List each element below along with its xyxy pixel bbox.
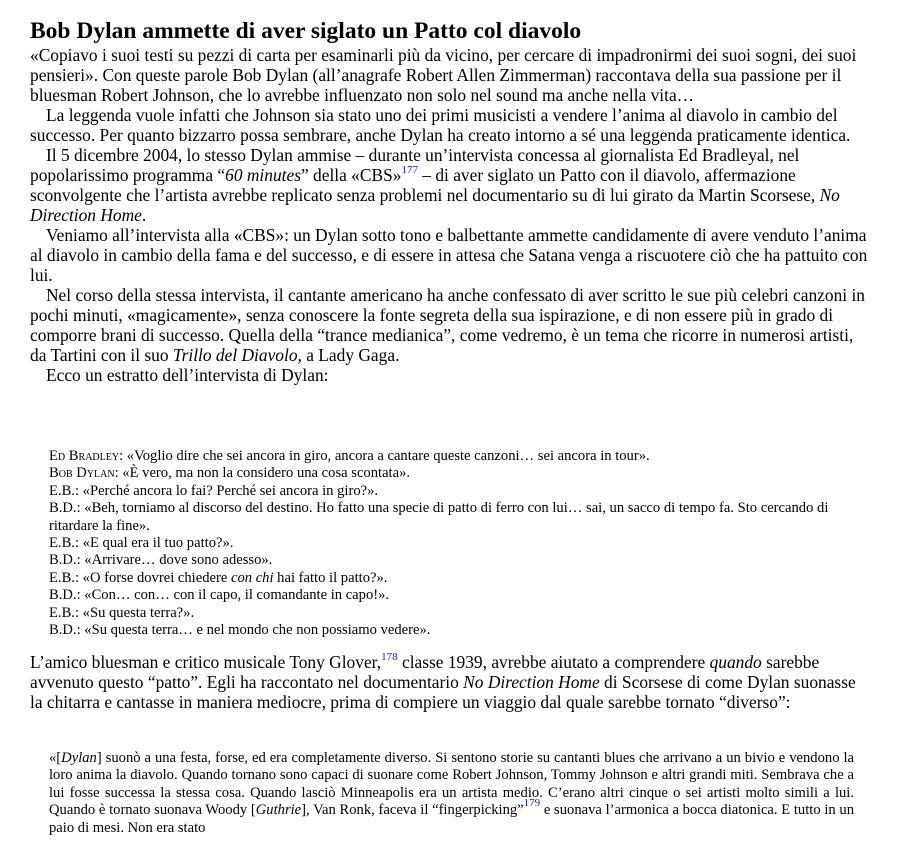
- line-text: «E qual era il tuo patto?».: [82, 535, 234, 552]
- interview-line: B.D.: «Arrivare… dove sono adesso».: [49, 552, 273, 569]
- paragraph-4: Veniamo all’intervista alla «CBS»: un Dylan sotto tono e balbettante ammette candidamente di avere venduto l’anima al diavolo in cambio della fama e del successo, e di essere in attesa che Satana venga a riscuotere ciò che ha pattuito con lui.: [30, 225, 868, 285]
- paragraph-1: «Copiavo i suoi testi su pezzi di carta per esaminarli più da vicino, per cercare di impadronirmi dei suoi sogni, dei suoi pensieri». Con queste parole Bob Dylan (all’anagrafe Robert Allen Zimmerman) raccontava della sua passione per il bluesman Robert Johnson, che lo avrebbe influenzato non solo nel sound ma anche nella vita…: [30, 45, 857, 105]
- main-text-block-2: [30, 652, 870, 712]
- footnote-ref-179[interactable]: 179: [523, 797, 541, 810]
- footnote-ref-177[interactable]: 177: [401, 164, 418, 176]
- paragraph-6: Ecco un estratto dell’intervista di Dylan:: [46, 365, 329, 385]
- emphasis-word: quando: [709, 652, 762, 672]
- speaker-label: B.D.: [49, 622, 77, 639]
- paragraph-7: L’amico bluesman e critico musicale Tony Glover,$^{178}$ classe 1939, avrebbe aiutato a comprendere quando sarebbe avvenuto questo “patto”. Egli ha raccontato nel documentario No Direction Home di Scorsese di come Dylan suonasse la chitarra e cantasse in maniera mediocre, prima di compiere un viaggio dal quale sarebbe tornato “diverso”:: [30, 651, 856, 712]
- line-text: «Con… con… con il capo, il comandante in capo!».: [84, 587, 390, 604]
- line-text: «Su questa terra… e nel mondo che non possiamo vedere».: [84, 622, 431, 639]
- interview-line: E.B.: «O forse dovrei chiedere con chi hai fatto il patto?».: [49, 569, 388, 586]
- speaker-label: B.D.: [49, 587, 77, 604]
- paragraph-2: La leggenda vuole infatti che Johnson sia stato uno dei primi musicisti a vendere l’anima al diavolo in cambio del successo. Per quanto bizzarro possa sembrare, anche Dylan ha creato intorno a sé una leggenda praticamente identica.: [30, 105, 851, 145]
- speaker-label: E.B.: [49, 535, 75, 552]
- interview-line: E.B.: «Perché ancora lo fai? Perché sei ancora in giro?».: [49, 482, 379, 499]
- footnote-ref-178[interactable]: 178: [381, 651, 398, 663]
- speaker-label: E.B.: [49, 482, 75, 499]
- interview-line: B.D.: «Con… con… con il capo, il comandante in capo!».: [49, 587, 390, 604]
- interview-line: E.B.: «Su questa terra?».: [49, 604, 195, 621]
- interview-line: E.B.: «E qual era il tuo patto?».: [49, 535, 234, 552]
- work-title: Trillo del Diavolo: [172, 345, 298, 365]
- line-text: «Perché ancora lo fai? Perché sei ancora in giro?».: [82, 482, 379, 499]
- interview-line: B.D.: «Beh, torniamo al discorso del destino. Ho fatto una specie di patto di ferro con lui… sai, un sacco di tempo fa. Sto cercando di ritardare la fine».: [49, 500, 829, 534]
- film-title: No Direction Home: [463, 672, 600, 692]
- glover-quote: [49, 750, 854, 837]
- line-text: «Voglio dire che sei ancora in giro, ancora a cantare queste canzoni… sei ancora in tour».: [126, 448, 650, 464]
- main-text-block: [30, 45, 870, 385]
- paragraph-3: Il 5 dicembre 2004, lo stesso Dylan ammise – durante un’intervista concessa al giornalista Ed Bradleyal, nel popolarissimo programma “60 minutes” della «CBS»$^{177}$ – di aver siglato un Patto con il diavolo, affermazione sconvolgente che l’artista avrebbe replicato senza problemi nel documentario su di lui girato da Martin Scorsese, No Direction Home.: [30, 145, 840, 225]
- speaker-label: Bob Dylan: [49, 465, 115, 482]
- quote-paragraph: «[Dylan] suonò a una festa, forse, ed era completamente diverso. Si sentono storie su cantanti blues che arrivano a un bivio e vendono la loro anima la diavolo. Quando tornano sono capaci di suonare come Robert Johnson, Tommy Johnson e altri grandi miti. Sembrava che a lui fosse successa la stessa cosa. Quando lasciò Minneapolis era un artista medio. C’erano altri cinque o sei artisti molto simili a lui. Quando è tornato suonava Woody [Guthrie], Van Ronk, faceva il “fingerpicking”$^{179}$ e suonava l’armonica a bocca diatonica. E tutto in un paio di mesi. Non era stato: [49, 750, 854, 836]
- network-name: CBS: [242, 225, 276, 245]
- speaker-label: Ed Bradley: [49, 448, 120, 464]
- show-title: 60 minutes: [225, 165, 301, 185]
- name-dylan: Dylan: [61, 750, 97, 766]
- name-guthrie: Guthrie: [255, 802, 302, 819]
- line-text: «È vero, ma non la considero una cosa scontata».: [122, 465, 411, 482]
- interview-line: Ed Bradley: «Voglio dire che sei ancora in giro, ancora a cantare queste canzoni… sei ancora in tour».: [49, 448, 650, 464]
- speaker-label: B.D.: [49, 552, 77, 569]
- line-text: «Arrivare… dove sono adesso».: [84, 552, 273, 569]
- interview-line: Bob Dylan: «È vero, ma non la considero una cosa scontata».: [49, 465, 411, 482]
- network-name: CBS: [359, 165, 393, 185]
- speaker-label: E.B.: [49, 569, 75, 586]
- interview-excerpt: [49, 448, 854, 639]
- film-title: No Direction Home: [30, 185, 840, 225]
- line-text: «Su questa terra?».: [82, 604, 195, 621]
- speaker-label: B.D.: [49, 500, 77, 517]
- paragraph-5: Nel corso della stessa intervista, il cantante americano ha anche confessato di aver scritto le sue più celebri canzoni in pochi minuti, «magicamente», senza conoscere la fonte segreta della sua ispirazione, e di non essere più in grado di comporre brani di successo. Quella della “trance medianica”, come vedremo, è un tema che ricorre in numerosi artisti, da Tartini con il suo Trillo del Diavolo, a Lady Gaga.: [30, 285, 865, 365]
- speaker-label: E.B.: [49, 604, 75, 621]
- line-text: «Beh, torniamo al discorso del destino. Ho fatto una specie di patto di ferro con lui… sai, un sacco di tempo fa. Sto cercando di ritardare la fine».: [49, 500, 829, 534]
- interview-line: B.D.: «Su questa terra… e nel mondo che non possiamo vedere».: [49, 622, 431, 639]
- emphasis: con chi: [230, 569, 274, 586]
- chapter-title: Bob Dylan ammette di aver siglato un Patto col diavolo: [30, 18, 582, 44]
